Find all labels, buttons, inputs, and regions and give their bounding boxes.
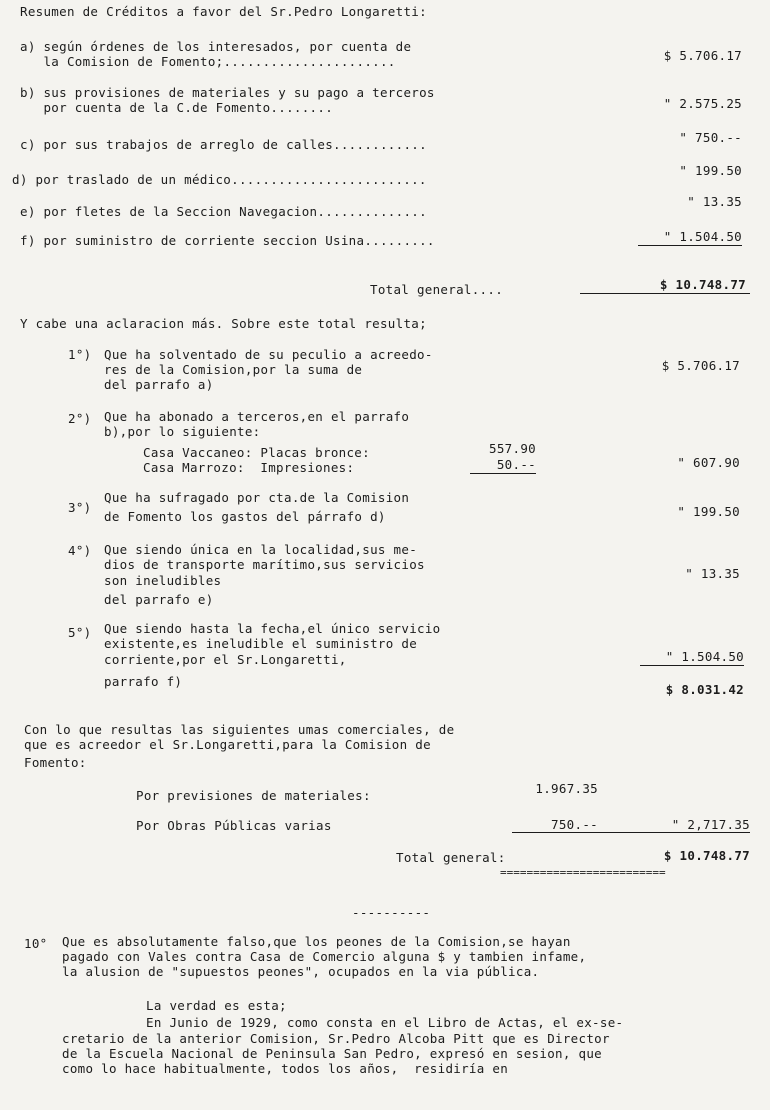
- conclusion-line2: que es acreedor el Sr.Longaretti,para la Comision de: [24, 737, 431, 752]
- credit-a-line2: la Comision de Fomento;......................: [20, 54, 396, 69]
- credit-a-line1: a) según órdenes de los interesados, por cuenta de: [20, 39, 412, 54]
- point-1-number: 1°): [68, 347, 92, 362]
- total-amount: $ 10.748.77: [659, 277, 746, 292]
- works-rule: [512, 832, 750, 833]
- section-separator: ----------: [352, 905, 431, 920]
- sub-item-2-value: 50.--: [470, 458, 536, 474]
- credit-b-amount: " 2.575.25: [663, 96, 742, 111]
- para10-line2: pagado con Vales contra Casa de Comercio alguna $ y tambien infame,: [62, 949, 587, 964]
- point-2-line2: b),por lo siguiente:: [104, 424, 261, 439]
- point-3-line2: de Fomento los gastos del párrafo d): [104, 509, 386, 524]
- point-5-line4: parrafo f): [104, 674, 183, 689]
- credit-f-amount: " 1.504.50: [638, 230, 742, 246]
- credit-b-line2: por cuenta de la C.de Fomento........: [20, 100, 334, 115]
- para10-line3: la alusion de "supuestos peones", ocupados en la via pública.: [62, 964, 540, 979]
- credit-e-line: e) por fletes de la Seccion Navegacion..............: [20, 204, 427, 219]
- total2-label: Total general:: [396, 850, 506, 865]
- point-1-amount: $ 5.706.17: [661, 358, 740, 373]
- point-4-line2: dios de transporte marítimo,sus servicios: [104, 557, 425, 572]
- credit-d-amount: " 199.50: [679, 163, 742, 178]
- point-3-number: 3°): [68, 500, 92, 515]
- works-2-value: 750.--: [551, 817, 598, 832]
- para10-line1: Que es absolutamente falso,que los peones de la Comision,se hayan: [62, 934, 571, 949]
- point-3-amount: " 199.50: [677, 504, 740, 519]
- final-line2: de la Escuela Nacional de Peninsula San Pedro, expresó en sesion, que: [62, 1046, 602, 1061]
- total-label: Total general....: [370, 282, 504, 297]
- total-rule: [580, 293, 750, 294]
- works-2-amount: " 2,717.35: [671, 817, 750, 832]
- works-1-label: Por previsiones de materiales:: [136, 788, 371, 803]
- final-line1: cretario de la anterior Comision, Sr.Pedro Alcoba Pitt que es Director: [62, 1031, 610, 1046]
- point-4-amount: " 13.35: [685, 566, 740, 581]
- point-4-line4: del parrafo e): [104, 592, 214, 607]
- point-2-amount: " 607.90: [677, 455, 740, 470]
- point-5-line1: Que siendo hasta la fecha,el único servicio: [104, 621, 441, 636]
- truth-line1: La verdad es esta;: [146, 998, 287, 1013]
- credit-e-amount: " 13.35: [687, 194, 742, 209]
- final-line3: como lo hace habitualmente, todos los años, residiría en: [62, 1061, 509, 1076]
- para10-number: 10°: [24, 936, 48, 951]
- clarification-text: Y cabe una aclaracion más. Sobre este total resulta;: [20, 316, 427, 331]
- double-rule: =========================: [500, 866, 666, 879]
- sub-item-1-value: 557.90: [489, 441, 536, 456]
- point-5-amount: " 1.504.50: [640, 650, 744, 666]
- point-4-line3: son ineludibles: [104, 573, 222, 588]
- point-1-line3: del parrafo a): [104, 377, 214, 392]
- credit-d-line: d) por traslado de un médico.........................: [12, 172, 427, 187]
- point-4-line1: Que siendo única en la localidad,sus me-: [104, 542, 418, 557]
- truth-line2: En Junio de 1929, como consta en el Libro de Actas, el ex-se-: [146, 1015, 624, 1030]
- credit-c-line: c) por sus trabajos de arreglo de calles............: [20, 137, 427, 152]
- total2-amount: $ 10.748.77: [663, 848, 750, 863]
- point-5-number: 5°): [68, 625, 92, 640]
- credit-a-amount: $ 5.706.17: [663, 48, 742, 63]
- point-5-line2: existente,es ineludible el suministro de: [104, 636, 418, 651]
- point-1-line2: res de la Comision,por la suma de: [104, 362, 363, 377]
- points-total: $ 8.031.42: [665, 682, 744, 697]
- sub-item-2-text: Casa Marrozo: Impresiones:: [143, 460, 355, 475]
- conclusion-line3: Fomento:: [24, 755, 87, 770]
- works-1-value: 1.967.35: [535, 781, 598, 796]
- point-2-line1: Que ha abonado a terceros,en el parrafo: [104, 409, 410, 424]
- credit-b-line1: b) sus provisiones de materiales y su pago a terceros: [20, 85, 435, 100]
- works-2-label: Por Obras Públicas varias: [136, 818, 332, 833]
- summary-heading: Resumen de Créditos a favor del Sr.Pedro Longaretti:: [20, 4, 427, 19]
- sub-item-1-text: Casa Vaccaneo: Placas bronce:: [143, 445, 370, 460]
- credit-f-line: f) por suministro de corriente seccion Usina.........: [20, 233, 435, 248]
- point-2-number: 2°): [68, 411, 92, 426]
- point-1-line1: Que ha solventado de su peculio a acreedo-: [104, 347, 433, 362]
- point-5-line3: corriente,por el Sr.Longaretti,: [104, 652, 347, 667]
- point-4-number: 4°): [68, 543, 92, 558]
- point-3-line1: Que ha sufragado por cta.de la Comision: [104, 490, 410, 505]
- conclusion-line1: Con lo que resultas las siguientes umas comerciales, de: [24, 722, 455, 737]
- credit-c-amount: " 750.--: [679, 130, 742, 145]
